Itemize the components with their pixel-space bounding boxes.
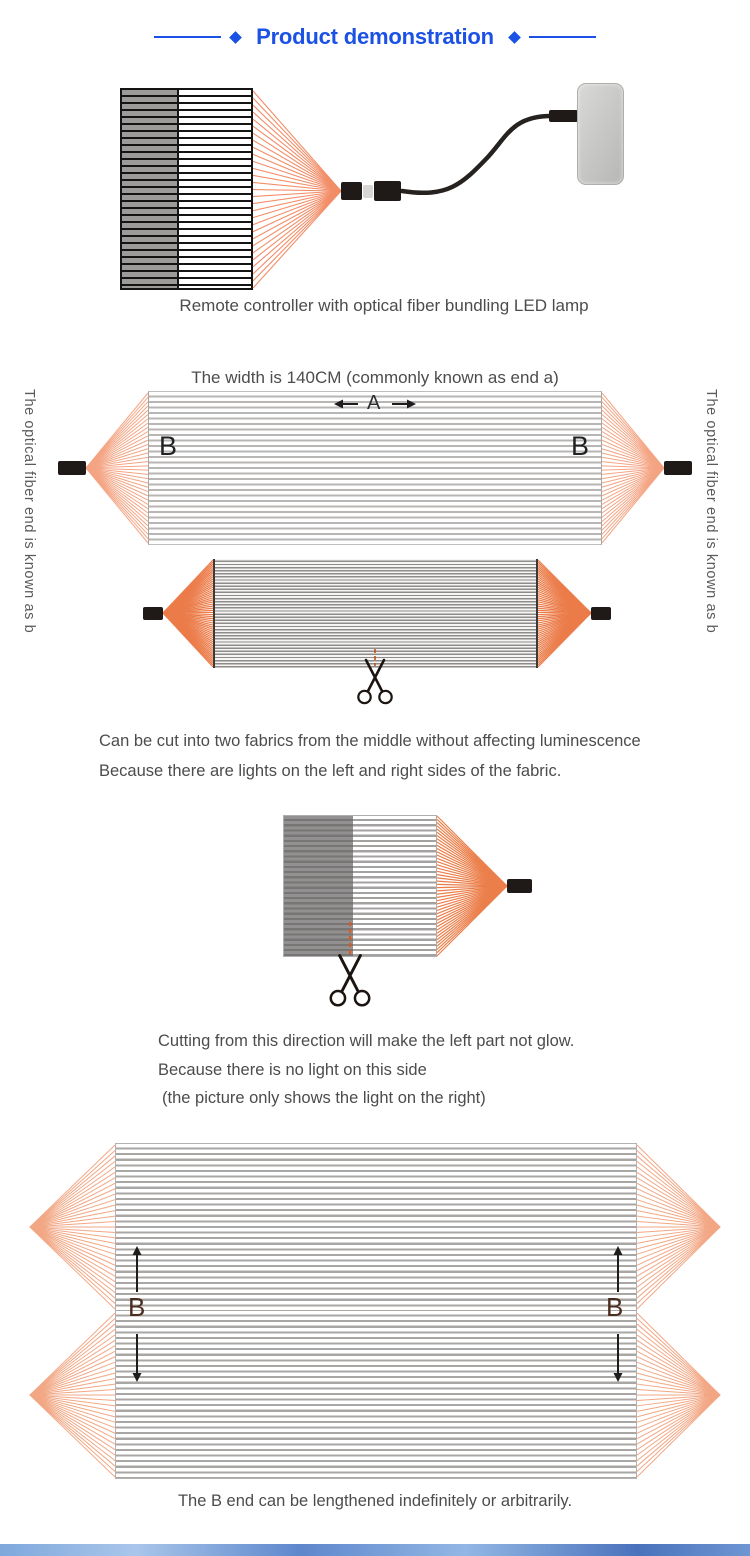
fiber-connector <box>591 607 611 620</box>
caption-line: Because there is no light on this side <box>158 1060 427 1079</box>
title-line-right <box>529 36 596 38</box>
led-fabric-with-controller <box>120 88 253 290</box>
fiber-fan <box>163 560 213 667</box>
caption-cut-middle <box>99 726 641 786</box>
section-title <box>0 20 750 54</box>
fiber-connector <box>341 182 362 200</box>
title-line-left <box>154 36 221 38</box>
caption-lengthen: The B end can be lengthened indefinitely or arbitrarily. <box>177 1492 573 1510</box>
fabric-cut-middle <box>213 559 538 668</box>
fiber-fan <box>538 560 591 667</box>
wide-fabric-140cm <box>148 391 602 545</box>
fiber-fan <box>637 1145 720 1309</box>
caption-remote: Remote controller with optical fiber bundling LED lamp <box>179 296 589 315</box>
fiber-fan <box>637 1313 720 1477</box>
fiber-fan <box>86 393 148 543</box>
lengthen-fabric-top <box>115 1143 637 1311</box>
fiber-fan <box>30 1313 115 1477</box>
fiber-fan <box>602 393 664 543</box>
fiber-connector <box>58 461 86 475</box>
side-label-left: The optical fiber end is known as b <box>21 389 37 634</box>
fiber-connector <box>143 607 163 620</box>
caption-line: Can be cut into two fabrics from the middle without affecting luminescence <box>99 732 641 750</box>
fiber-connector <box>664 461 692 475</box>
end-label-b-right: B <box>571 431 590 461</box>
connector-coupler <box>363 185 373 198</box>
fabric-gray-half <box>122 90 179 288</box>
cable-plug <box>549 110 578 122</box>
lengthen-fabric-bottom <box>115 1311 637 1479</box>
side-label-right: The optical fiber end is known as b <box>703 389 719 634</box>
title-diamond-right-icon <box>508 31 521 44</box>
fiber-fan <box>253 91 341 288</box>
width-label-a: A <box>367 392 381 414</box>
lengthen-label-b-right: B <box>606 1292 624 1322</box>
page-title: Product demonstration <box>256 24 494 49</box>
fiber-fan <box>30 1145 115 1309</box>
next-section-banner <box>0 1544 750 1556</box>
scissors-icon <box>331 956 369 1006</box>
caption-line: Because there are lights on the left and right sides of the fabric. <box>99 762 562 780</box>
end-label-b-left: B <box>159 431 178 461</box>
fabric-lit-half <box>353 816 436 956</box>
caption-line: (the picture only shows the light on the right) <box>162 1089 486 1107</box>
lengthen-label-b-left: B <box>128 1292 146 1322</box>
fiber-fan <box>437 816 507 956</box>
fabric-dark-half <box>284 816 353 956</box>
remote-controller <box>577 83 624 185</box>
caption-width: The width is 140CM (commonly known as end a) <box>191 368 559 387</box>
title-diamond-left-icon <box>229 31 242 44</box>
fabric-white-half <box>179 90 251 288</box>
fiber-connector <box>507 879 532 893</box>
power-cable <box>402 116 551 193</box>
fabric-wrong-cut <box>283 815 437 957</box>
caption-line: Cutting from this direction will make the left part not glow. <box>158 1032 575 1050</box>
fiber-connector <box>374 181 401 201</box>
caption-cut-wrong <box>158 1027 574 1113</box>
